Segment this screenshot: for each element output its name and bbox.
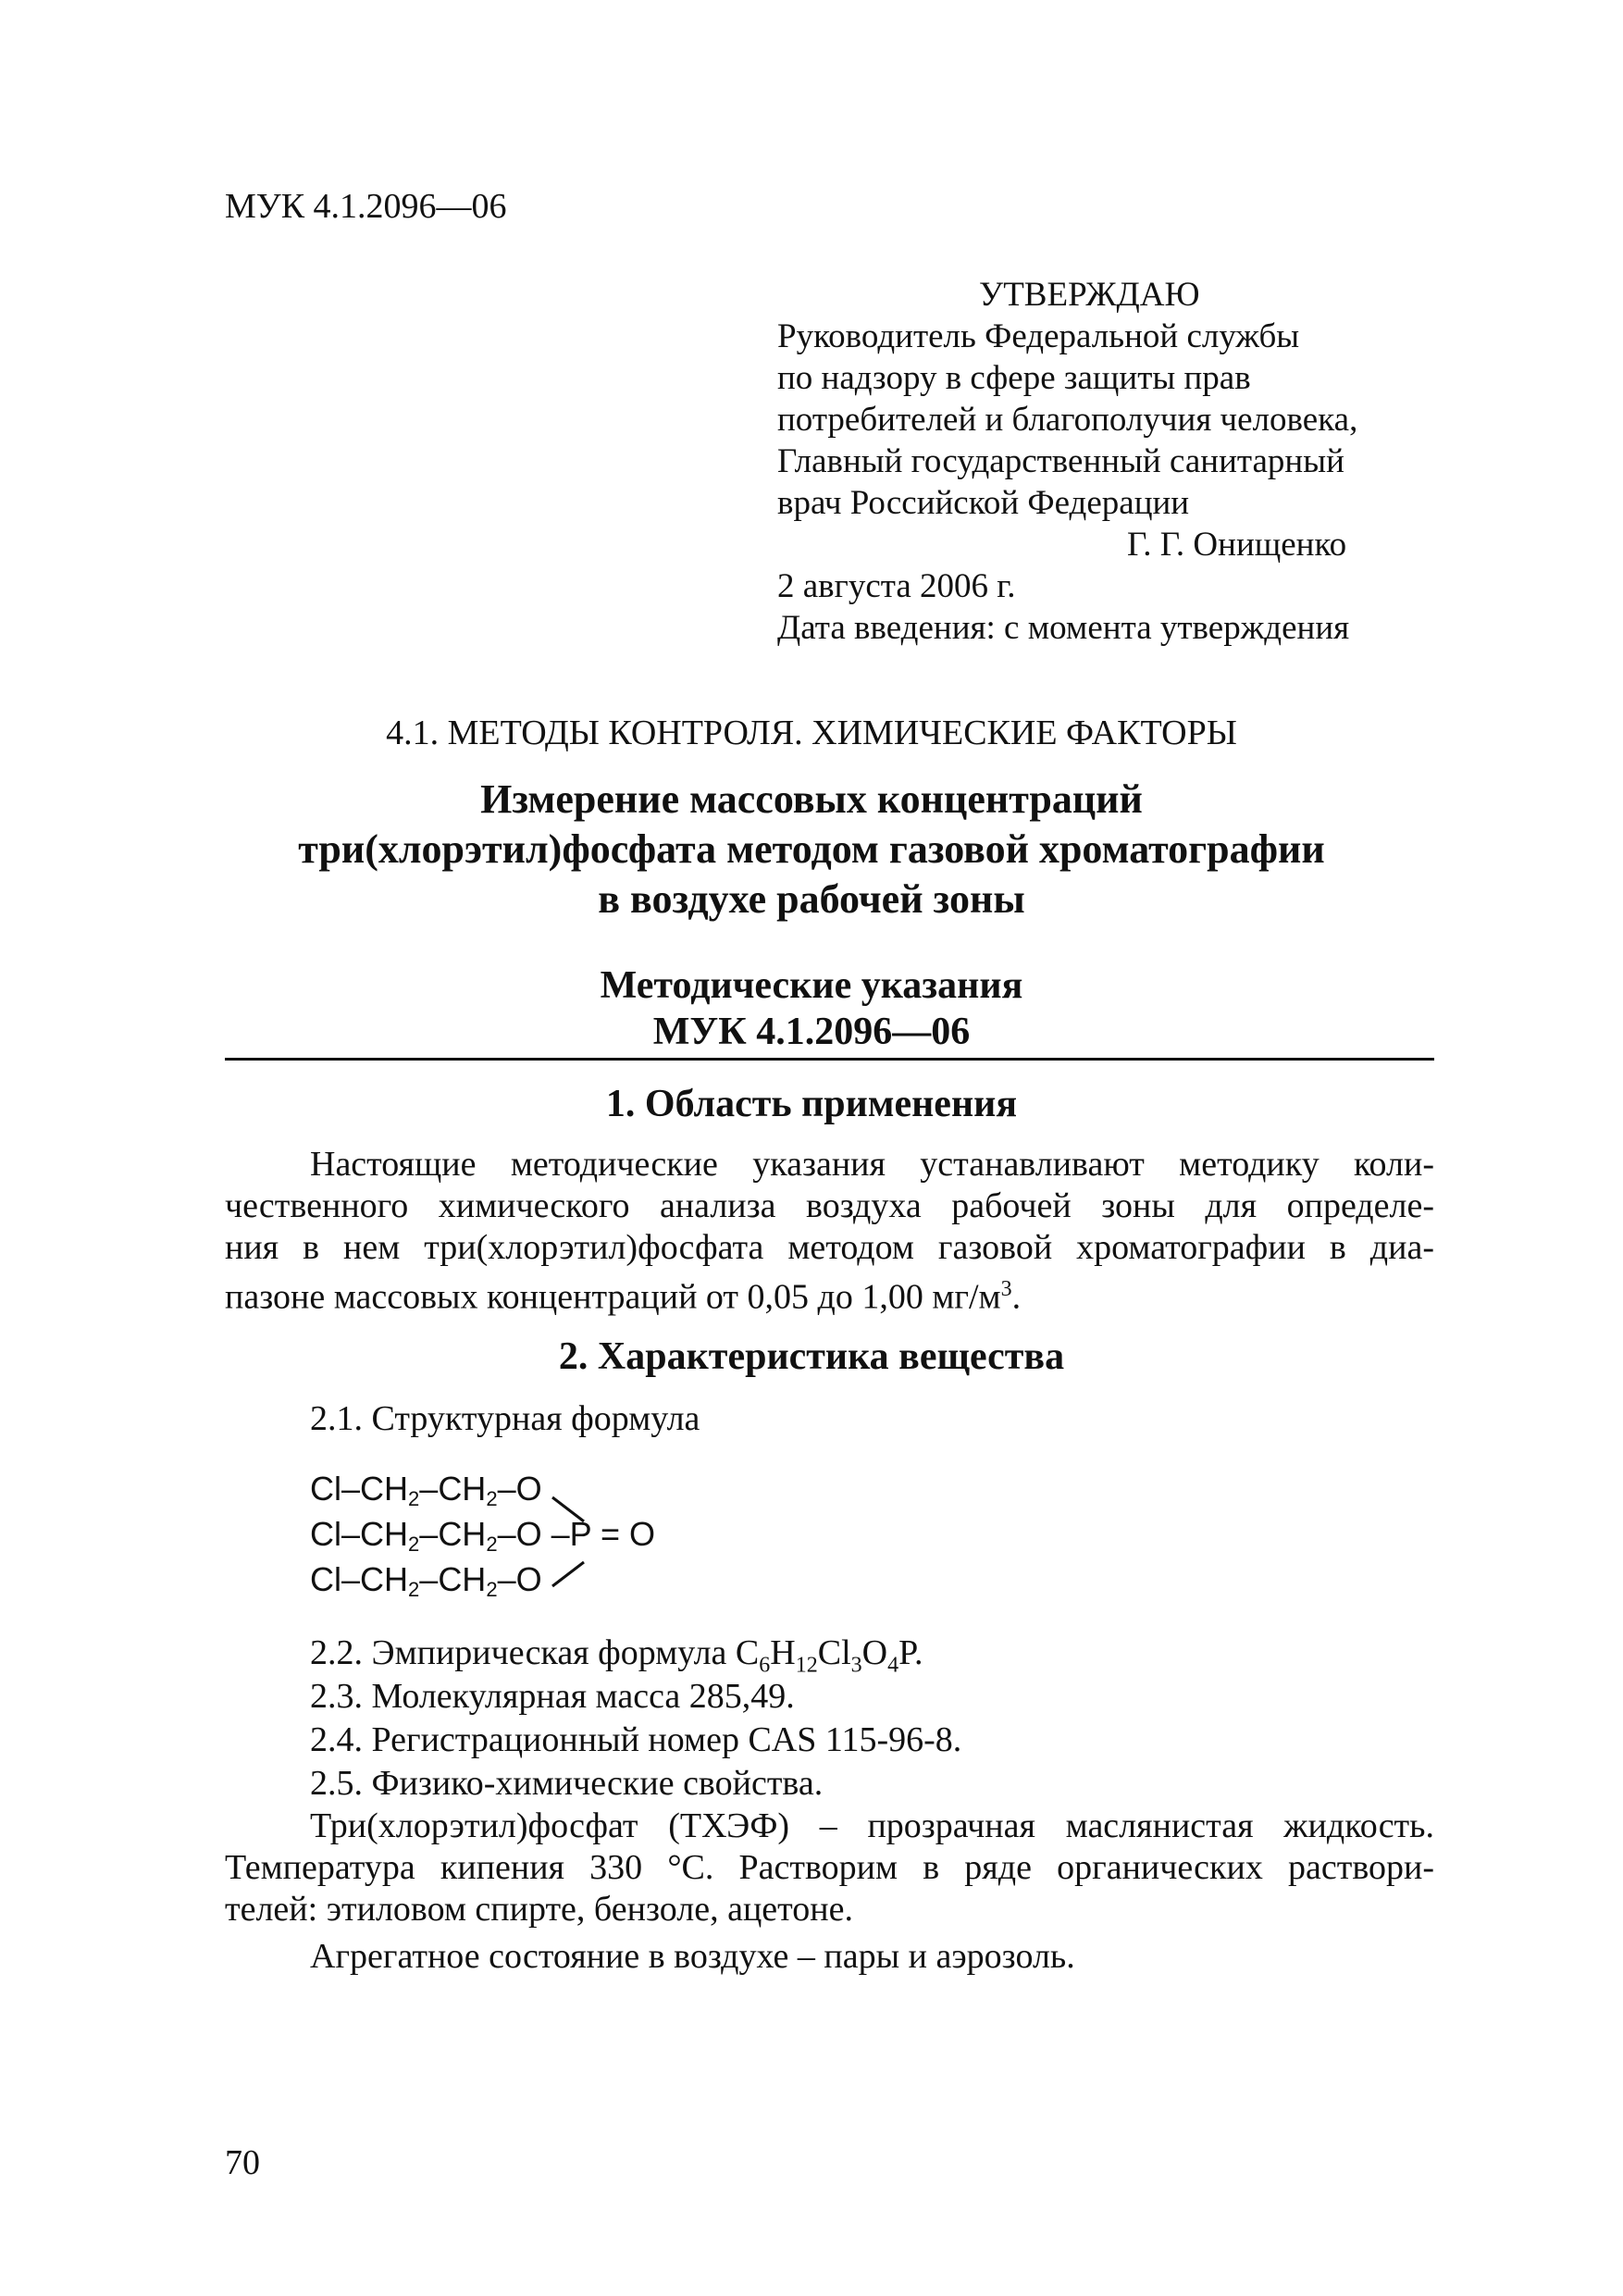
aggregate-state: Агрегатное состояние в воздухе – пары и аэрозоль.	[310, 1937, 1075, 1976]
paragraph-line: Температура кипения 330 °С. Растворим в ряде органических раствори-	[225, 1848, 1434, 1887]
formula-atom: Cl	[310, 1515, 341, 1553]
formula-subscript: 2	[486, 1533, 498, 1556]
formula-row: $Cl-CH_2-CH_2-O$	[310, 1560, 542, 1601]
paragraph-text: .	[1011, 1277, 1022, 1317]
formula-row: $Cl-CH_2-CH_2-O$	[310, 1470, 542, 1510]
bond-line-upper	[552, 1497, 584, 1521]
properties-paragraph	[225, 1806, 1434, 1930]
document-title	[0, 775, 1623, 925]
section-heading: 2. Характеристика вещества	[558, 1335, 1065, 1378]
formula-subscript: 2	[486, 1487, 498, 1510]
formula-element: O	[861, 1633, 888, 1672]
formula-atom: Cl	[310, 1470, 341, 1508]
formula-atom: CH	[438, 1560, 487, 1598]
structural-formula	[310, 1470, 736, 1608]
unit-superscript: 3	[1000, 1277, 1012, 1301]
formula-atom: P = O	[569, 1515, 656, 1553]
approval-block	[777, 274, 1443, 649]
formula-element: C	[735, 1633, 760, 1672]
item-2-3: 2.3. Молекулярная масса 285,49.	[310, 1677, 795, 1716]
category-heading: 4.1. МЕТОДЫ КОНТРОЛЯ. ХИМИЧЕСКИЕ ФАКТОРЫ	[386, 714, 1237, 752]
approval-line: врач Российской Федерации	[777, 484, 1190, 522]
approval-line: по надзору в сфере защиты прав	[777, 359, 1251, 397]
title-line: три(хлорэтил)фосфата методом газовой хроматографии	[298, 826, 1325, 872]
approval-line: Руководитель Федеральной службы	[777, 317, 1300, 355]
formula-element: P	[898, 1633, 915, 1672]
paragraph-line: чественного химического анализа воздуха рабочей зоны для определе-	[225, 1186, 1434, 1225]
paragraph-line	[225, 1269, 1434, 1319]
formula-subscript: 2	[408, 1578, 420, 1601]
section-1-paragraph	[225, 1144, 1434, 1319]
formula-element: H	[770, 1633, 796, 1672]
item-2-1: 2.1. Структурная формула	[310, 1399, 700, 1438]
formula-atom: Cl	[310, 1560, 341, 1598]
formula-subscript: 2	[408, 1487, 420, 1510]
approval-line: потребителей и благополучия человека,	[777, 401, 1358, 439]
formula-atom: CH	[360, 1470, 409, 1508]
item-label: 2.2. Эмпирическая формула	[310, 1633, 736, 1672]
bond-line-lower	[552, 1562, 584, 1586]
formula-subscript: 2	[486, 1578, 498, 1601]
formula-subscript: 12	[795, 1653, 818, 1678]
formula-atom: CH	[360, 1560, 409, 1598]
approval-signer: Г. Г. Онищенко	[1127, 526, 1347, 564]
formula-atom: CH	[438, 1515, 487, 1553]
formula-row: $Cl-CH_2-CH_2-O$ –P = O	[310, 1515, 656, 1556]
method-designation	[0, 962, 1623, 1055]
approval-date: 2 августа 2006 г.	[777, 567, 1016, 605]
formula-atom: O	[515, 1560, 542, 1598]
paragraph-line: Три(хлорэтил)фосфат (ТХЭФ) – прозрачная маслянистая жидкость.	[310, 1806, 1434, 1845]
title-divider	[225, 1058, 1434, 1061]
page-number: 70	[225, 2143, 260, 2182]
item-2-5: 2.5. Физико-химические свойства.	[310, 1764, 824, 1803]
formula-element: Cl	[817, 1633, 851, 1672]
section-heading: 1. Область применения	[605, 1083, 1018, 1125]
effective-date: Дата введения: с момента утверждения	[777, 609, 1350, 647]
formula-subscript: 4	[887, 1653, 899, 1678]
paragraph-line: телей: этиловом спирте, бензоле, ацетоне.	[225, 1890, 853, 1929]
approval-heading: УТВЕРЖДАЮ	[979, 276, 1200, 314]
formula-atom: O	[515, 1515, 542, 1553]
formula-subscript: 3	[850, 1653, 862, 1678]
method-type: Методические указания	[600, 964, 1023, 1007]
formula-subscript: 6	[759, 1653, 771, 1678]
item-punctuation: .	[914, 1633, 923, 1672]
formula-atom: O	[515, 1470, 542, 1508]
item-2-4: 2.4. Регистрационный номер CAS 115-96-8.	[310, 1720, 962, 1759]
document-code-header: МУК 4.1.2096—06	[225, 187, 507, 226]
title-line: в воздухе рабочей зоны	[598, 876, 1025, 922]
approval-line: Главный государственный санитарный	[777, 442, 1344, 480]
paragraph-line: Настоящие методические указания устанавливают методику коли-	[310, 1145, 1434, 1184]
formula-atom: CH	[438, 1470, 487, 1508]
formula-subscript: 2	[408, 1533, 420, 1556]
formula-atom: CH	[360, 1515, 409, 1553]
formula-bonds	[310, 1470, 736, 1608]
paragraph-line: ния в нем три(хлорэтил)фосфата методом газовой хроматографии в диа-	[225, 1228, 1434, 1267]
paragraph-text: пазоне массовых концентраций от 0,05 до 1,00 мг/м	[225, 1277, 1001, 1317]
title-line: Измерение массовых концентраций	[480, 776, 1143, 822]
empirical-formula	[735, 1633, 915, 1678]
method-code: МУК 4.1.2096—06	[652, 1011, 971, 1053]
